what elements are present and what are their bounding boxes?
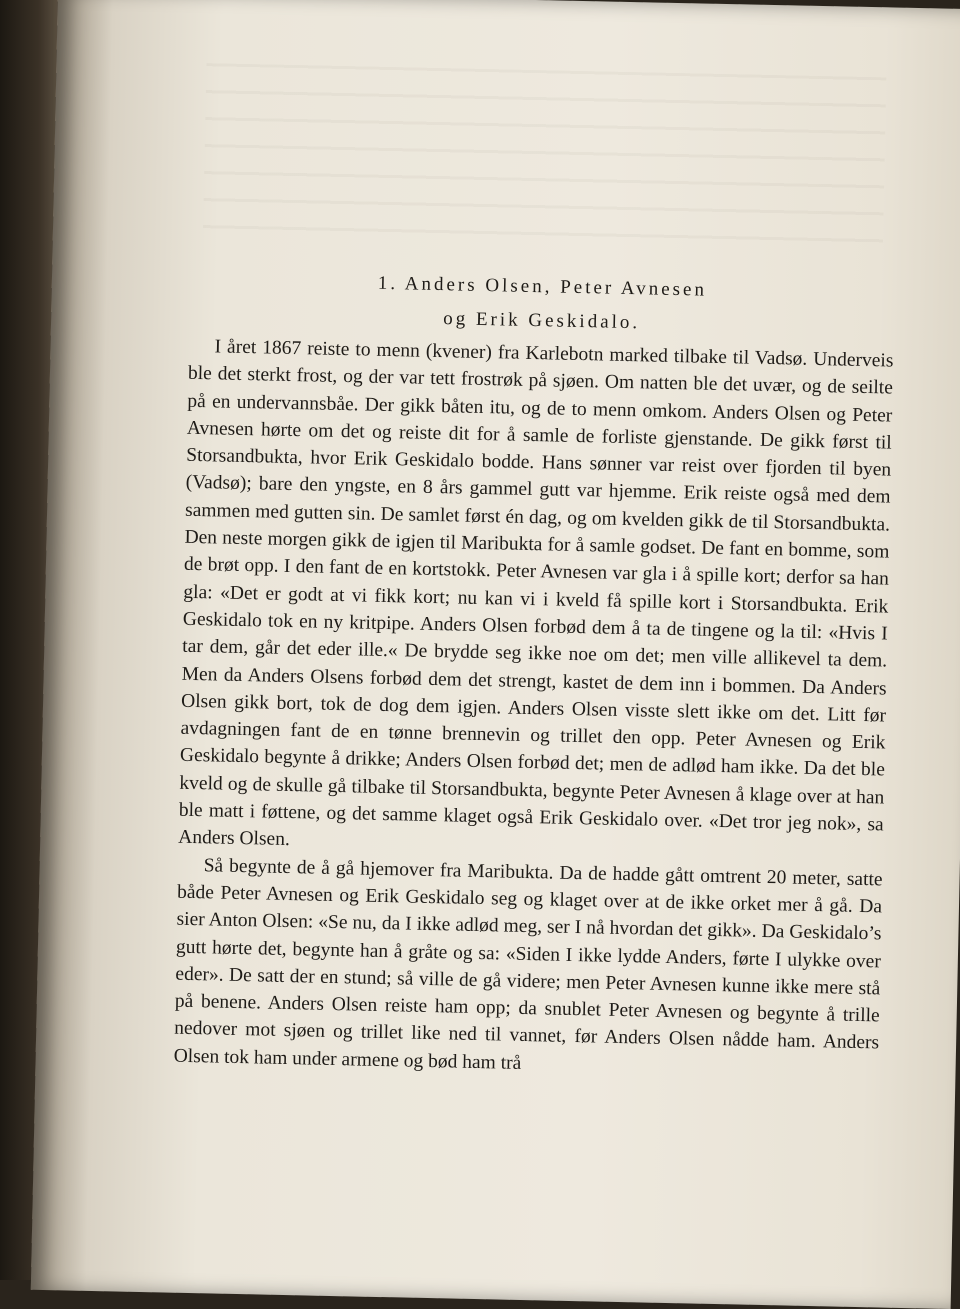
paragraph-2: Så begynte de å gå hjemover fra Maribukta. Da de hadde gått omtrent 20 meter, satte både Peter Avnesen og Erik Geskidalo seg og klaget over at de ikke orket mer å gå. Da sier Anton Olsen: «Se nu, da I ikke adlød meg, ser I nå hvordan det gikk». Da Geskidalo’s gutt hørte det, begynte han å gråte og sa: «Siden I ikke lydde Anders, førte I ulykke over eder». De satt der en stund; så ville de gå videre; men Peter Avnesen kunne ikke mere stå på benene. Anders Olsen reiste ham opp; da snublet Peter Avnesen og begynte å trille nedover mot sjøen og trillet like ned til vannet, før Anders Olsen nådde ham. Anders Olsen tok ham under armene og bød ham trå xyxy=(173,854,883,1074)
chapter-heading xyxy=(189,263,895,346)
page-content xyxy=(173,263,895,1085)
show-through-text xyxy=(203,63,887,257)
paragraph-1: I året 1867 reiste to menn (kvener) fra Karlebotn marked tilbake til Vadsø. Underveis ble det sterkt frost, og der var tett frostrøk på sjøen. Om natten ble det uvær, og de seilte på en undervannsbåe. Der gikk båten itu, og de to menn omkom. Anders Olsen og Peter Avnesen hørte om det og reiste dit for å samle de forliste gjenstande. De gikk først til Storsandbukta, hvor Erik Geskidalo bodde. Hans sønner var reist over fjorden til byen (Vadsø); bare den yngste, en 8 års gammel gutt var hjemme. Erik reiste også med dem sammen med gutten sin. De samlet først én dag, og om kvelden gikk de til Storsandbukta. Den neste morgen gikk de igjen til Maribukta for å samle godset. De fant en bomme, som de brøt opp. I den fant de en kortstokk. Peter Avnesen var gla i å spille kort; derfor sa han gla: «Det er godt at vi fikk kort; nu kan vi i kveld få spille kort i Storsandbukta. Erik Geskidalo tok en ny kritpipe. Anders Olsen forbød dem å ta de tingene og la til: «Hvis I tar dem, går det eder ille.« De brydde seg ikke noe om det; men ville allikevel ta dem. Men da Anders Olsens forbød dem det strengt, kastet de dem inn i bommen. Da Anders Olsen gikk bort, tok de dog dem igjen. Anders Olsen visste slett ikke om det. Litt før avdagningen fant de en tønne brennevin og trillet den opp. Peter Avnesen og Erik Geskidalo begynte å drikke; Anders Olsen forbød det; men de adlød ham ikke. Da det ble kveld og de skulle gå tilbake til Storsandbukta, begynte Peter Avnesen å klage over at han ble matt i føttene, og det samme klaget også Erik Geskidalo over. «Det tror jeg nok», sa Anders Olsen. xyxy=(178,336,894,851)
chapter-heading-line-2: og Erik Geskidalo. xyxy=(442,308,641,334)
chapter-heading-line-1: 1. Anders Olsen, Peter Avnesen xyxy=(377,272,708,301)
book-page xyxy=(31,0,960,1309)
